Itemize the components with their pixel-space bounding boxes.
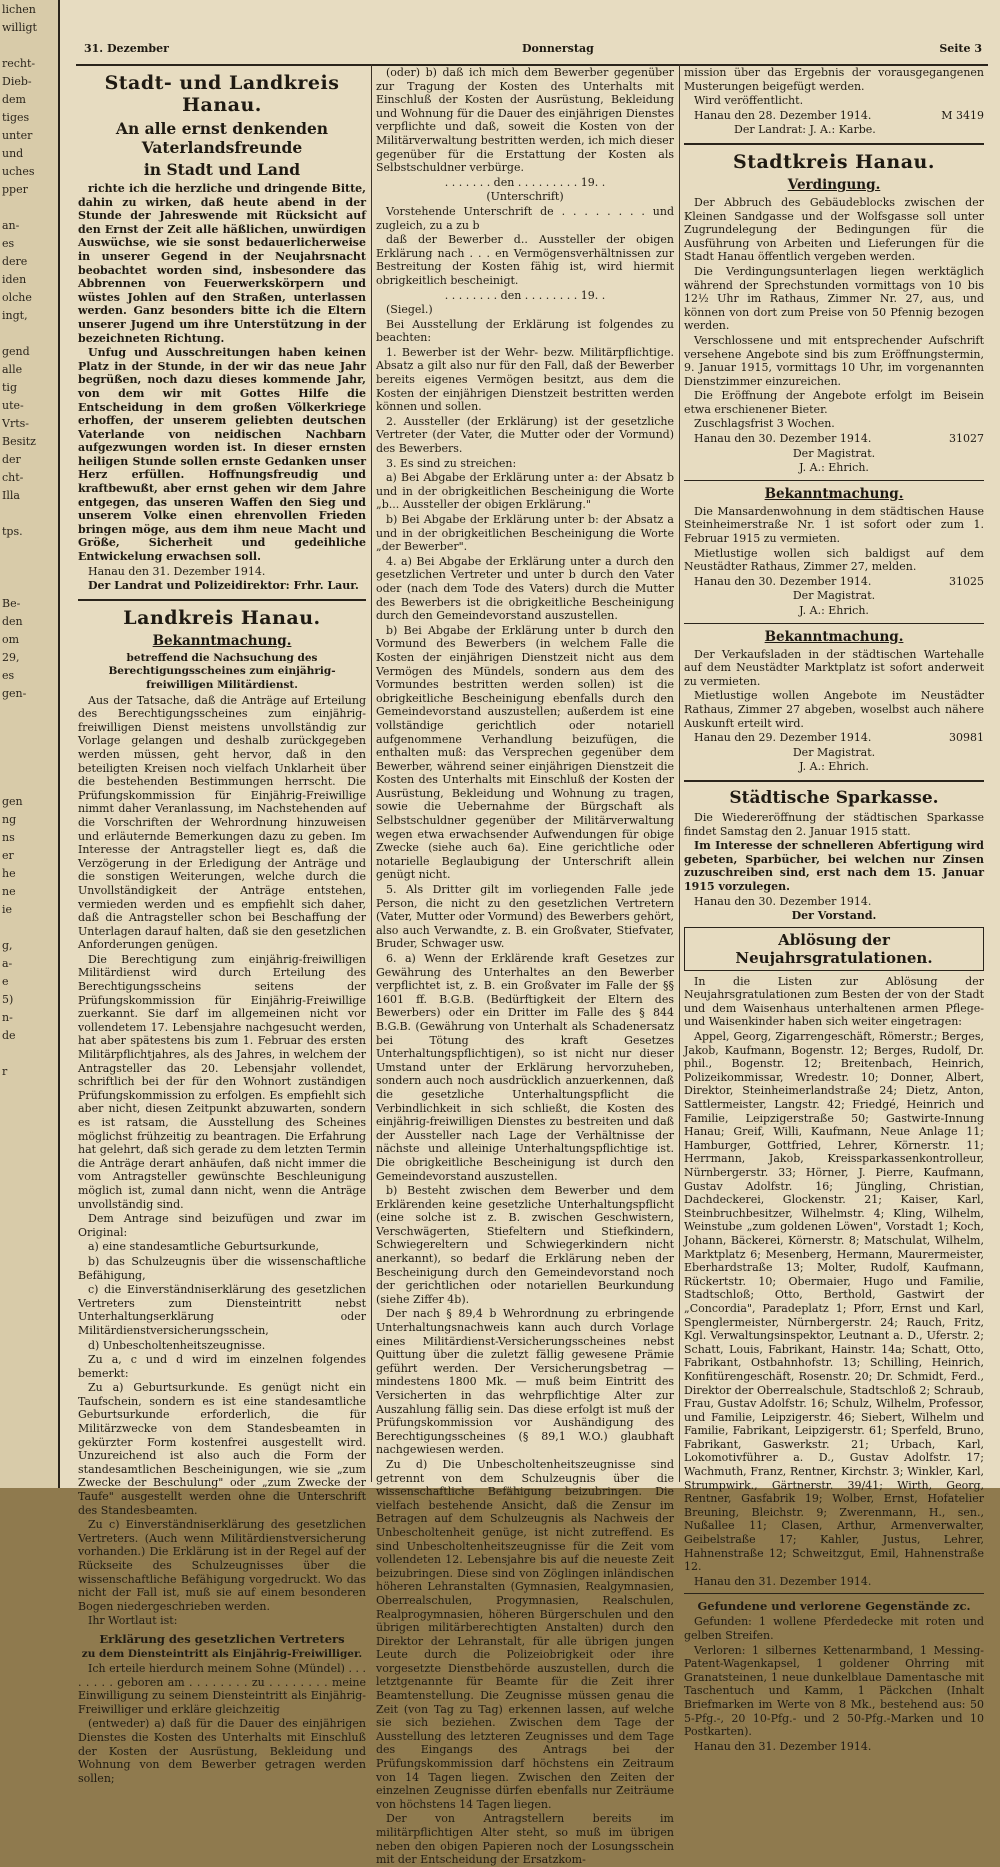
notice-paragraph: b) Besteht zwischen dem Bewerber und dem Erklärenden keine gesetzliche Unterhaltungspflicht (eine solche ist z. B. zwischen Geschwistern, Verschwägerten, Stiefeltern und Stiefkindern, Schwiegereltern und Schwiegerkindern nicht anerkannt), so bedarf die Erklärung neben der Bescheinigung durch den Gemeindevorstand noch der gerichtlichen oder notariellen Beurkundung (siehe Ziffer 4b). bbox=[376, 1184, 674, 1306]
notice-paragraph: mission über das Ergebnis der vorausgegangenen Musterungen beigefügt werden. bbox=[684, 66, 984, 93]
notice-signature: Der Vorstand. bbox=[791, 909, 877, 923]
margin-fragment: an- bbox=[2, 219, 20, 232]
margin-fragment: tig bbox=[2, 381, 17, 394]
appeal-heading: An alle ernst denkenden Vaterlandsfreunde bbox=[115, 119, 329, 157]
section-title-stadt-landkreis: Stadt- und Landkreis Hanau. bbox=[104, 72, 340, 116]
notice-paragraph: Mietlustige wollen Angebote im Neustädter Rathaus, Zimmer 27 abgeben, woselbst auch nähere Auskunft erteilt wird. bbox=[684, 689, 984, 730]
margin-fragment bbox=[0, 776, 58, 792]
notice-paragraph: Zuschlagsfrist 3 Wochen. bbox=[694, 417, 835, 431]
notice-paragraph: Zu a) Geburtsurkunde. Es genügt nicht ein Taufschein, sondern es ist eine standesamtliche Geburtsurkunde erforderlich, die für Militärzwecke von dem Standesbeamten in gekürzter Form kostenfrei ausgestellt wird. Unzureichend ist also auch die Form der standesamtlichen Bescheinigungen, wie sie „zum Zwecke der Beschulung" oder „zum Zwecke der Taufe" ausgestellt werden ohne die Unterschrift des Standesbeamten. bbox=[78, 1381, 366, 1517]
appeal-heading-2: in Stadt und Land bbox=[143, 160, 301, 179]
page-header bbox=[70, 42, 990, 60]
notice-date bbox=[684, 109, 984, 123]
margin-fragment: ingt, bbox=[2, 309, 28, 322]
notice-date-text: Hanau den 29. Dezember 1914. bbox=[694, 731, 872, 745]
notice-paragraph: Der Abbruch des Gebäudeblocks zwischen der Kleinen Sandgasse und der Wolfsgasse soll unter Zugrundelegung der Bedingungen für die Ausführung von Arbeiten und Lieferungen für die Stadt Hanau öffentlich vergeben werden. bbox=[684, 195, 984, 264]
column-1 bbox=[78, 66, 366, 1785]
margin-fragment: iden bbox=[2, 273, 27, 286]
notice-paragraph: Der von Antragstellern bereits im militärpflichtigen Alter steht, so muß im übrigen neben den obigen Papieren noch der Losungsschein mit der Entscheidung der Ersatzkom- bbox=[376, 1812, 674, 1867]
notice-paragraph: Die Berechtigung zum einjährig-freiwilligen Militärdienst wird durch Erteilung des Berechtigungsscheins seitens der Prüfungskommission für Einjährig-Freiwillige zuerkannt. Sie darf im allgemeinen nicht vor vollendetem 17. Lebensjahre nachgesucht werden, hat aber spätestens bis zum 1. Februar des ersten Militärpflichtjahres, als des Jahres, in welchem der Antragsteller das 20. Lebensjahr vollendet, schriftlich bei der für den Wohnort zuständigen Prüfungskommission zu erfolgen. Es empfiehlt sich aber nicht, diesen Zeitpunkt abzuwarten, sondern es ist ratsam, die Ausstellung des Scheines möglichst frühzeitig zu beantragen. Die Erfahrung hat gelehrt, daß sich gerade zu dem letzten Termin die Anträge derart anhäufen, daß nicht immer die vom Antragsteller gewünschte Beschleunigung möglich ist, zumal dann nicht, wenn die Anträge unvollständig sind. bbox=[78, 952, 366, 1211]
notice-number: 31025 bbox=[949, 574, 984, 588]
section-divider bbox=[684, 143, 984, 145]
margin-fragment: de bbox=[2, 1029, 16, 1042]
notice-paragraph: Wird veröffentlicht. bbox=[694, 94, 804, 108]
notice-date-text: Hanau den 30. Dezember 1914. bbox=[694, 432, 872, 446]
notice-date bbox=[684, 432, 984, 446]
margin-fragment: pper bbox=[2, 183, 28, 196]
margin-fragment: er bbox=[2, 849, 14, 862]
notice-list-item: b) das Schulzeugnis über die wissenschaftliche Befähigung, bbox=[78, 1254, 366, 1282]
notice-date-text: Hanau den 28. Dezember 1914. bbox=[694, 108, 872, 122]
margin-fragment: a- bbox=[2, 957, 13, 970]
margin-fragment: alle bbox=[2, 363, 23, 376]
margin-fragment: unter bbox=[2, 129, 33, 142]
margin-fragment: g, bbox=[2, 939, 13, 952]
margin-fragment: gend bbox=[2, 345, 30, 358]
margin-fragment: Dieb- bbox=[2, 75, 32, 88]
margin-fragment: ns bbox=[2, 831, 15, 844]
notice-paragraph: Die Mansardenwohnung in dem städtischen Hause Steinheimerstraße Nr. 1 ist sofort oder zum 1. Februar 1915 zu vermieten. bbox=[684, 504, 984, 546]
form-heading: Erklärung des gesetzlichen Vertreters bbox=[99, 1631, 345, 1646]
margin-fragment bbox=[0, 722, 58, 738]
notice-paragraph: Dem Antrage sind beizufügen und zwar im Original: bbox=[78, 1212, 366, 1239]
margin-fragment: dem bbox=[2, 93, 26, 106]
notice-date bbox=[684, 575, 984, 589]
margin-fragment bbox=[0, 506, 58, 522]
margin-fragment: ie bbox=[2, 903, 13, 916]
appeal-text: richte ich die herzliche und dringende Bitte, dahin zu wirken, daß heute abend in der Stunde der Jahreswende mit Rücksicht auf den Ernst der Zeit alle häßlichen, unwürdigen Auswüchse, wie sie sonst bedauerlicherweise in unserer Gegend in der Neujahrsnacht beobachtet worden sind, insbesondere das Abbrennen von Feuerwerkskörpern und wüstes Johlen auf den Straßen, unterlassen werden. Ganz besonders bitte ich die Eltern unserer Jugend um ihre Unterstützung in der bezeichneten Richtung. bbox=[78, 182, 366, 345]
margin-fragment: Be- bbox=[2, 597, 21, 610]
notice-paragraph: Zu a, c und d wird im einzelnen folgendes bemerkt: bbox=[78, 1353, 366, 1380]
notice-list-item: a) eine standesamtliche Geburtsurkunde, bbox=[88, 1240, 320, 1254]
appeal-signature: Der Landrat und Polizeidirektor: Frhr. Laur. bbox=[88, 579, 359, 593]
appeal-date: Hanau den 31. Dezember 1914. bbox=[88, 564, 266, 578]
margin-fragment: Illa bbox=[2, 489, 20, 502]
notice-subject: betreffend die Nachsuchung des Berechtigungsscheines zum einjährig-freiwilligen Militärdienst. bbox=[108, 651, 336, 691]
margin-fragment bbox=[0, 1046, 58, 1062]
notice-paragraph: b) Bei Abgabe der Erklärung unter b: der Absatz a und in der obrigkeitlichen Bescheinigung die Worte „der Bewerber". bbox=[376, 513, 674, 554]
notice-list-item: c) die Einverständniserklärung des gesetzlichen Vertreters zum Diensteintritt nebst Unterhaltungserklärung oder Militärdienstversicherungsschein, bbox=[78, 1283, 366, 1337]
header-date: 31. Dezember bbox=[84, 42, 169, 55]
margin-fragment bbox=[0, 560, 58, 576]
margin-fragment: he bbox=[2, 867, 16, 880]
notice-heading: Gefundene und verlorene Gegenstände zc. bbox=[697, 1599, 971, 1614]
margin-fragment bbox=[0, 38, 58, 54]
notice-paragraph: Zu c) Einverständniserklärung des gesetzlichen Vertreters. (Auch wenn Militärdienstversicherung vorhanden.) Die Erklärung ist in der Regel auf der Rückseite des Schulzeugnisses über die wissenschaftliche Befähigung vorgedruckt. Wo das nicht der Fall ist, muß sie auf einem besonderen Bogen niedergeschrieben werden. bbox=[78, 1518, 366, 1613]
notice-paragraph: Die Eröffnung der Angebote erfolgt im Beisein etwa erschienener Bieter. bbox=[684, 389, 984, 416]
margin-fragment bbox=[0, 200, 58, 216]
notice-date: Hanau den 31. Dezember 1914. bbox=[694, 1574, 872, 1588]
margin-fragment: cht- bbox=[2, 471, 24, 484]
notice-paragraph: Im Interesse der schnelleren Abfertigung wird gebeten, Sparbücher, bei welchen nur Zinsen zuzuschreiben sind, erst nach dem 15. Januar 1915 vorzulegen. bbox=[684, 839, 984, 893]
notice-paragraph: Aus der Tatsache, daß die Anträge auf Erteilung des Berechtigungsscheines zum einjährig-freiwilligen Dienst meistens unvollständig zur Vorlage gelangen und deshalb zurückgegeben werden müssen, geht hervor, daß in den beteiligten Kreisen noch vielfach Unklarheit über die bestehenden Bestimmungen herrscht. Die Prüfungskommission für Einjährig-Freiwillige nimmt daher Veranlassung, im Nachstehenden auf die Vorschriften der Wehrordnung hinzuweisen und erläuternde Bemerkungen dazu zu geben. Im Interesse der Antragsteller liegt es, daß die Verzögerung in der Erledigung der Anträge und die sonstigen Weiterungen, welche durch die Unvollständigkeit der Anträge entstehen, vermieden werden und es empfiehlt sich daher, daß die Antragsteller schon bei Beschaffung der Unterlagen darauf halten, daß sie den gesetzlichen Anforderungen genügen. bbox=[78, 693, 366, 952]
margin-fragment: r bbox=[2, 1065, 8, 1078]
margin-fragment: Besitz bbox=[2, 435, 36, 448]
section-divider bbox=[684, 780, 984, 782]
section-divider bbox=[78, 599, 366, 601]
column-divider bbox=[679, 64, 680, 1482]
form-text: Ich erteile hierdurch meinem Sohne (Mündel) . . . . . . . . geboren am . . . . . . . . zu . . . . . . . . meine Einwilligung zu seinem Diensteintritt als Einjährig-Freiwilliger und erkläre gleichzeitig bbox=[78, 1661, 366, 1716]
notice-signature: Der Magistrat. bbox=[792, 589, 876, 603]
notice-heading-sparkasse: Städtische Sparkasse. bbox=[729, 787, 939, 808]
form-caption: (Siegel.) bbox=[386, 303, 433, 317]
notice-paragraph: a) Bei Abgabe der Erklärung unter a: der Absatz b und in der obrigkeitlichen Bescheinigung die Worte „b... Aussteller der obigen Erklärung." bbox=[376, 471, 674, 512]
margin-fragment bbox=[0, 920, 58, 936]
margin-fragment: und bbox=[2, 147, 24, 160]
notice-paragraph: Mietlustige wollen sich baldigst auf dem Neustädter Rathaus, Zimmer 27, melden. bbox=[684, 546, 984, 574]
notice-paragraph: Gefunden: 1 wollene Pferdedecke mit roten und gelben Streifen. bbox=[684, 1615, 984, 1642]
form-blank-line: . . . . . . . den . . . . . . . . . 19. . bbox=[444, 175, 606, 189]
notice-paragraph: Bei Ausstellung der Erklärung ist folgendes zu beachten: bbox=[376, 317, 674, 345]
notice-signature: J. A.: Ehrich. bbox=[799, 760, 869, 774]
notice-signature: Der Magistrat. bbox=[792, 446, 876, 460]
notice-date bbox=[684, 731, 984, 745]
margin-fragment: gen bbox=[2, 795, 23, 808]
notice-date: Hanau den 30. Dezember 1914. bbox=[694, 894, 872, 908]
notice-paragraph: Der Verkaufsladen in der städtischen Wartehalle auf dem Neustädter Marktplatz ist sofort anderweit zu vermieten. bbox=[684, 647, 984, 688]
margin-fragment: lichen bbox=[2, 3, 36, 16]
margin-fragment: willigt bbox=[2, 21, 37, 34]
notice-paragraph: 5. Als Dritter gilt im vorliegenden Falle jede Person, die nicht zu den gesetzlichen Vertretern (Vater, Mutter oder Vormund) des Bewerbers gehört, also auch Verwandte, z. B. ein Großvater, Stiefvater, Bruder, Schwager usw. bbox=[376, 883, 674, 951]
margin-fragment: es bbox=[2, 237, 15, 250]
section-title-landkreis: Landkreis Hanau. bbox=[123, 606, 321, 629]
divider bbox=[684, 623, 984, 624]
form-text: (oder) b) daß ich mich dem Bewerber gegenüber zur Tragung der Kosten des Unterhalts mit Einschluß der Kosten der Ausrüstung, Bekleidung und Wohnung für die Dauer des einjährigen Dienstes verpflichte und daß, soweit die Kosten von der Militärverwaltung bestritten werden, ich mich dieser gegenüber für die Erstattung der Kosten als Selbstschuldner verbürge. bbox=[376, 66, 674, 175]
notice-heading-neujahr: Ablösung der Neujahrsgratulationen. bbox=[684, 927, 984, 971]
notice-heading: Bekanntmachung. bbox=[152, 632, 292, 649]
notice-paragraph: b) Bei Abgabe der Erklärung unter b durch den Vormund des Bewerbers (in welchem Falle die Kosten der einjährigen Dienstzeit nicht aus dem Vermögen des Mündels, sondern aus dem des Vormundes bestritten werden sollen) ist die obrigkeitliche Bescheinigung ebenfalls durch den Gemeindevorstand auszustellen; außerdem ist eine vollständige gerichtlich oder notariell aufgenommene Verhandlung beizufügen, die enthalten muß: das Versprechen gegenüber dem Bewerber, während seiner einjährigen Dienstzeit die Kosten des Unterhalts mit Einschluß der Kosten der Ausrüstung, Bekleidung und Wohnung zu tragen, sowie die Uebernahme der Bürgschaft als Selbstschuldner gegenüber der Militärverwaltung wegen etwa erwachsender Aufwendungen für obige Zwecke (siehe auch 6a). Eine gerichtliche oder notarielle Beglaubigung der Unterschrift allein genügt nicht. bbox=[376, 623, 674, 882]
margin-fragment: ute- bbox=[2, 399, 24, 412]
notice-paragraph: 4. a) Bei Abgabe der Erklärung unter a durch den gesetzlichen Vertreter und unter b durch den Vater oder (nach dem Tode des Vaters) durch die Mutter des Bewerbers ist die obrigkeitliche Bescheinigung durch den Gemeindevorstand auszustellen. bbox=[376, 554, 674, 623]
notice-number: M 3419 bbox=[941, 108, 984, 122]
notice-heading: Bekanntmachung. bbox=[764, 485, 904, 502]
column-2 bbox=[376, 66, 674, 1867]
margin-fragment: 5) bbox=[2, 993, 14, 1006]
margin-fragment bbox=[0, 758, 58, 774]
notice-paragraph: Verschlossene und mit entsprechender Aufschrift versehene Angebote sind bis zum Eröffnungstermin, 9. Januar 1915, vormittags 10 Uhr, im vorgenannten Dienstzimmer einzureichen. bbox=[684, 333, 984, 388]
margin-fragment: 29, bbox=[2, 651, 20, 664]
donor-list: Appel, Georg, Zigarrengeschäft, Römerstr.; Berges, Jakob, Kaufmann, Bogenstr. 12; Berges, Rudolf, Dr. phil., Bogenstr. 12; Breitenbach, Heinrich, Polizeikommissar, Wredestr. 10; Donner, Albert, Direktor, Steinheimerlandstraße 24; Dietz, Anton, Sattlermeister, Langstr. 42; Friedgé, Heinrich und Familie, Leipzigerstraße 50; Gastwirte-Innung Hanau; Greif, Willi, Kaufmann, Neue Anlage 11; Hamburger, Gottfried, Lehrer, Körnerstr. 11; Herrmann, Jakob, Kreissparkassenkontrolleur, Nürnbergerstr. 33; Hörner, J. Pierre, Kaufmann, Gustav Adolfstr. 16; Jüngling, Christian, Dachdeckerei, Glockenstr. 21; Kaiser, Karl, Steinbruchbesitzer, Wilhelmstr. 4; Kling, Wilhelm, Weinstube „zum goldenen Löwen", Vorstadt 1; Koch, Johann, Bäckerei, Körnerstr. 8; Matschulat, Wilhelm, Marktplatz 6; Mesenberg, Hermann, Maurermeister, Eberhardstraße 13; Molter, Rudolf, Kaufmann, Rückertstr. 10; Obermaier, Hugo und Familie, Stadtschloß; Otto, Berthold, Gastwirt der „Concordia", Paradeplatz 1; Pforr, Ernst und Karl, Spenglermeister, Nürnbergerstr. 24; Rauch, Fritz, Kgl. Verwaltungsinspektor, Leutnant a. D., Uferstr. 2; Schatt, Louis, Fabrikant, Hainstr. 14a; Schatt, Otto, Fabrikant, Ostbahnhofstr. 13; Schilling, Heinrich, Konfitürengeschäft, Rosenstr. 20; Dr. Schmidt, Ferd., Direktor der Oberrealschule, Stadtschloß 2; Schraub, Frau, Gustav Adolfstr. 16; Schulz, Wilhelm, Professor, und Familie, Leipzigerstr. 46; Siebert, Wilhelm und Familie, Fabrikant, Leipzigerstr. 61; Sperfeld, Bruno, Fabrikant, Gaswerkstr. 21; Urbach, Karl, Lokomotivführer a. D., Gustav Adolfstr. 17; Wachmuth, Franz, Rentner, Kirchstr. 3; Winkler, Karl, Strumpwirk., Gärtnerstr. 39/41; Wirth, Georg, Rentner, Gasfabrik 19; Wolber, Ernst, Hofatelier Breuning, Bleichstr. 9; Zwerenmann, H., sen., Nußallee 11; Clasen, Arthur, Armenverwalter, Geibelstraße 17; Kahler, Justus, Lehrer, Hahnenstraße 12; Schweitzgut, Emil, Hahnenstraße 12. bbox=[684, 1030, 984, 1574]
margin-fragment: gen- bbox=[2, 687, 27, 700]
notice-number: 31027 bbox=[949, 432, 984, 446]
notice-number: 30981 bbox=[949, 731, 984, 745]
notice-paragraph: Ihr Wortlaut ist: bbox=[88, 1614, 178, 1628]
margin-fragment: es bbox=[2, 669, 15, 682]
header-weekday: Donnerstag bbox=[522, 42, 594, 55]
notice-paragraph: Die Wiedereröffnung der städtischen Sparkasse findet Samstag den 2. Januar 1915 statt. bbox=[684, 810, 984, 838]
notice-signature: Der Landrat: J. A.: Karbe. bbox=[734, 123, 876, 137]
margin-fragment bbox=[0, 704, 58, 720]
margin-fragment: tiges bbox=[2, 111, 30, 124]
margin-fragment: dere bbox=[2, 255, 28, 268]
margin-fragment: den bbox=[2, 615, 23, 628]
margin-fragment bbox=[0, 578, 58, 594]
notice-paragraph: 6. a) Wenn der Erklärende kraft Gesetzes zur Gewährung des Unterhaltes an den Bewerber verpflichtet ist, z. B. ein Großvater im Falle der §§ 1601 ff. B.G.B. (Bedürftigkeit der Eltern des Bewerbers) oder ein Dritter im Falle des § 844 B.G.B. (Gewährung von Unterhalt als Schadenersatz bei Tötung des kraft Gesetzes Unterhaltungspflichtigen), so ist nicht nur dieser Umstand unter der Erklärung hervorzuheben, sondern auch noch ausdrücklich anzuerkennen, daß die gesetzliche Unterhaltungspflicht die Verbindlichkeit in sich schließt, die Kosten des einjährig-freiwilligen Dienstes zu bestreiten und daß der Aussteller nach Lage der Verhältnisse der nächste und alleinige Unterhaltungspflichtige ist. Die obrigkeitliche Bescheinigung ist durch den Gemeindevorstand auszustellen. bbox=[376, 952, 674, 1183]
notice-paragraph: Verloren: 1 silbernes Kettenarmband, 1 Messing-Patent-Wagenkapsel, 1 goldener Ohrring mit Granatsteinen, 1 neue dunkelblaue Damentasche mit Taschentuch und Kamm, 1 Päckchen (Inhalt Briefmarken im Werte von 8 Mk., bestehend aus: 50 5-Pfg.-, 20 10-Pfg.- und 2 50-Pfg.-Marken und 10 Postkarten). bbox=[684, 1643, 984, 1739]
form-heading-2: zu dem Diensteintritt als Einjährig-Freiwilliger. bbox=[81, 1647, 363, 1660]
notice-heading: Bekanntmachung. bbox=[764, 628, 904, 645]
margin-fragment: ng bbox=[2, 813, 17, 826]
form-text: daß der Bewerber d.. Aussteller der obigen Erklärung nach . . . en Vermögensverhältnissen zur Bestreitung der Kosten fähig ist, wird hiermit obrigkeitlich bescheinigt. bbox=[376, 233, 674, 287]
column-divider bbox=[371, 64, 372, 1482]
notice-paragraph: In die Listen zur Ablösung der Neujahrsgratulationen zum Besten der von der Stadt und dem Waisenhaus unterhaltenen armen Pflege- und Waisenkinder haben sich weiter eingetragen: bbox=[684, 974, 984, 1029]
margin-fragment: recht- bbox=[2, 57, 36, 70]
form-text: (entweder) a) daß für die Dauer des einjährigen Dienstes die Kosten des Unterhalts mit Einschluß der Kosten der Ausrüstung, Bekleidung und Wohnung von dem Bewerber getragen werden sollen; bbox=[78, 1717, 366, 1785]
notice-date-text: Hanau den 30. Dezember 1914. bbox=[694, 574, 872, 588]
section-title-stadtkreis: Stadtkreis Hanau. bbox=[733, 150, 935, 173]
notice-list-item: d) Unbescholtenheitszeugnisse. bbox=[88, 1338, 266, 1352]
margin-fragment bbox=[0, 542, 58, 558]
header-page-number: Seite 3 bbox=[939, 42, 982, 55]
divider bbox=[684, 1593, 984, 1594]
notice-paragraph: Der nach § 89,4 b Wehrordnung zu erbringende Unterhaltungsnachweis kann auch durch Vorlage eines Militärdienst-Versicherungsscheines nebst Quittung über die zuletzt fällig gewesene Prämie geführt werden. Der Versicherungsbetrag — mindestens 1800 Mk. — muß beim Eintritt des Versicherten in das wehrpflichtige Alter zur Auszahlung fällig sein. Das diese erfolgt ist muß der Prüfungskommission vor Aushändigung des Berechtigungsscheines (§ 89,1 W.O.) glaubhaft nachgewiesen werden. bbox=[376, 1307, 674, 1457]
form-blank-line: Vorstehende Unterschrift de . . . . . . . . und zugleich, zu a zu b bbox=[376, 204, 674, 232]
margin-fragment: e bbox=[2, 975, 9, 988]
divider bbox=[684, 480, 984, 481]
notice-paragraph: 3. Es sind zu streichen: bbox=[386, 456, 517, 470]
form-blank-line: . . . . . . . . den . . . . . . . . 19. . bbox=[444, 288, 606, 302]
notice-paragraph: Zu d) Die Unbescholtenheitszeugnisse sind getrennt von dem Schulzeugnis über die wissenschaftliche Befähigung beizubringen. Die vielfach bestehende Ansicht, daß die Zensur im Betragen auf dem Schulzeugnis als Nachweis der Unbescholtenheit genüge, ist nicht zutreffend. Es sind Unbescholtenheitszeugnisse für die Zeit vom vollendeten 12. Lebensjahre bis auf die neueste Zeit beizubringen. Diese sind von Zöglingen inländischen höheren Lehranstalten (Gymnasien, Realgymnasien, Oberrealschulen, Progymnasien, Realschulen, Realprogymnasien, höheren Bürgerschulen und den übrigen militärberechtigten Anstalten) durch den Direktor der Lehranstalt, für alle übrigen jungen Leute durch die Polizeiobrigkeit oder ihre vorgesetzte Dienstbehörde auszustellen, durch die letztgenannte für Beamte für die Zeit ihrer Beamtenstellung. Die Zeugnisse müssen genau die Zeit (von Tag zu Tag) erkennen lassen, auf welche sie sich beziehen. Zwischen dem Tage der Ausstellung des letzteren Zeugnisses und dem Tage des Eingangs des Antrags bei der Prüfungskommission darf höchstens ein Zeitraum von 14 Tagen liegen. Zwischen den Zeiten der einzelnen Zeugnisse dürfen ebenfalls nur Zeiträume von höchstens 14 Tagen liegen. bbox=[376, 1457, 674, 1811]
margin-fragment: n- bbox=[2, 1011, 13, 1024]
notice-signature: J. A.: Ehrich. bbox=[799, 461, 869, 475]
margin-fragment: ne bbox=[2, 885, 16, 898]
margin-fragment: olche bbox=[2, 291, 32, 304]
notice-signature: J. A.: Ehrich. bbox=[799, 604, 869, 617]
column-3 bbox=[684, 66, 984, 1753]
margin-fragment: tps. bbox=[2, 525, 23, 538]
margin-fragment: Vrts- bbox=[2, 417, 29, 430]
notice-date: Hanau den 31. Dezember 1914. bbox=[694, 1739, 872, 1753]
adjacent-page-margin bbox=[0, 0, 60, 1488]
notice-signature: Der Magistrat. bbox=[792, 745, 876, 759]
notice-paragraph: 1. Bewerber ist der Wehr- bezw. Militärpflichtige. Absatz a gilt also nur für den Fall, daß der Bewerber bereits eigenes Vermögen besitzt, aus dem die Kosten der einjährigen Dienstzeit bestritten werden können und sollen. bbox=[376, 345, 674, 414]
margin-fragment: uches bbox=[2, 165, 35, 178]
notice-paragraph: Die Verdingungsunterlagen liegen werktäglich während der Sprechstunden vormittags von 10 bis 12½ Uhr im Rathaus, Zimmer Nr. 27, aus, und können von dort zum Preise von 50 Pfennig bezogen werden. bbox=[684, 264, 984, 333]
margin-fragment: om bbox=[2, 633, 20, 646]
notice-heading: Verdingung. bbox=[787, 176, 881, 193]
margin-fragment bbox=[0, 326, 58, 342]
margin-fragment bbox=[0, 740, 58, 756]
margin-fragment: der bbox=[2, 453, 21, 466]
notice-paragraph: 2. Aussteller (der Erklärung) ist der gesetzliche Vertreter (der Vater, die Mutter oder der Vormund) des Bewerbers. bbox=[376, 414, 674, 456]
form-caption: (Unterschrift) bbox=[486, 190, 564, 204]
appeal-text: Unfug und Ausschreitungen haben keinen Platz in der Stunde, in der wir das neue Jahr begrüßen, noch dazu dieses kommende Jahr, von dem wir mit Gottes Hilfe die Entscheidung in dem großen Völkerkriege erhoffen, der unserem geliebten deutschen Vaterlande von neidischen Nachbarn aufgezwungen worden ist. In dieser ernsten heiligen Stunde sollen ernste Gedanken unser Herz erfüllen. Hoffnungsfreudig und kraftbewußt, aber ernst gehen wir dem Jahre entgegen, das unseren Waffen den Sieg und unserem Volke einen ehrenvollen Frieden bringen möge, aus dem ihm neue Macht und Größe, Sicherheit und gedeihliche Entwickelung erwachsen soll. bbox=[78, 346, 366, 564]
